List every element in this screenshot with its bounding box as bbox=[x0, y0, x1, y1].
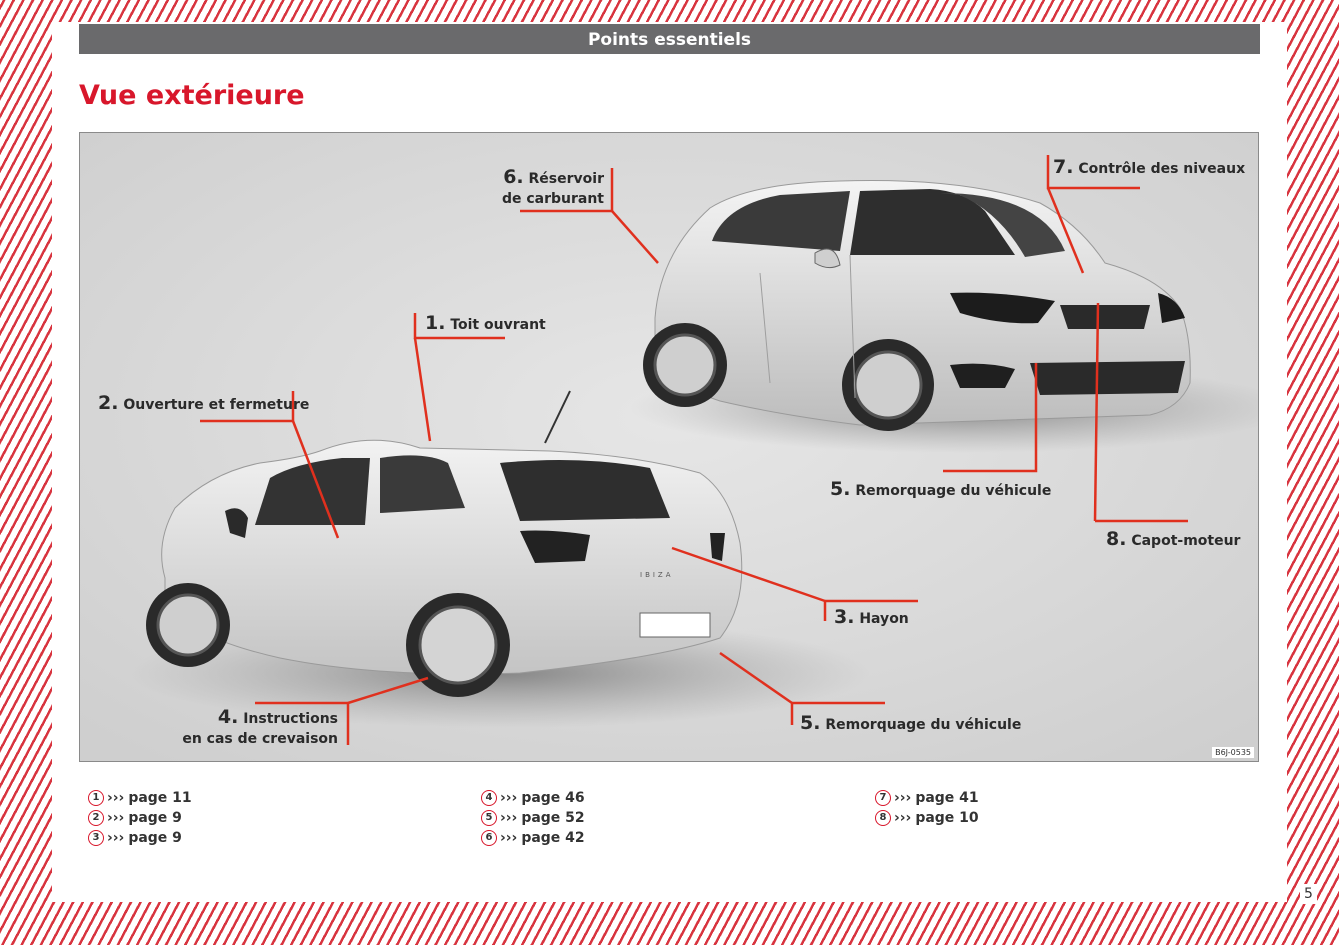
reference-column-1 bbox=[88, 788, 192, 848]
callout-1-sunroof: 1. Toit ouvrant bbox=[425, 312, 546, 334]
arrow-icon: ››› bbox=[107, 830, 125, 846]
reference-number-badge: 5 bbox=[481, 810, 497, 826]
reference-number-badge: 1 bbox=[88, 790, 104, 806]
reference-page-link[interactable]: page 46 bbox=[521, 790, 585, 806]
reference-page-link[interactable]: page 9 bbox=[128, 810, 182, 826]
section-header-bar bbox=[79, 24, 1260, 54]
reference-number-badge: 3 bbox=[88, 830, 104, 846]
reference-item[interactable] bbox=[481, 828, 585, 848]
reference-item[interactable] bbox=[88, 788, 192, 808]
arrow-icon: ››› bbox=[500, 790, 518, 806]
reference-page-link[interactable]: page 9 bbox=[128, 830, 182, 846]
section-title: Points essentiels bbox=[587, 30, 752, 50]
callout-5-towing-front: 5. Remorquage du véhicule bbox=[830, 478, 1052, 500]
arrow-icon: ››› bbox=[500, 810, 518, 826]
figure-code: B6J-0535 bbox=[1212, 747, 1254, 758]
ibiza-badge: IBIZA bbox=[640, 571, 674, 579]
car-exterior-figure bbox=[79, 132, 1259, 762]
reference-item[interactable] bbox=[875, 788, 979, 808]
page-number: 5 bbox=[1300, 884, 1317, 904]
car-illustration bbox=[80, 133, 1259, 762]
arrow-icon: ››› bbox=[107, 790, 125, 806]
callout-7-fluid-levels: 7. Contrôle des niveaux bbox=[1053, 156, 1246, 178]
reference-item[interactable] bbox=[875, 808, 979, 828]
reference-page-link[interactable]: page 42 bbox=[521, 830, 585, 846]
page-title: Vue extérieure bbox=[79, 80, 305, 111]
reference-item[interactable] bbox=[88, 808, 192, 828]
arrow-icon: ››› bbox=[894, 810, 912, 826]
reference-number-badge: 8 bbox=[875, 810, 891, 826]
callout-4-puncture-instructions: 4. Instructions en cas de crevaison bbox=[182, 706, 338, 747]
reference-column-2 bbox=[481, 788, 585, 848]
reference-item[interactable] bbox=[481, 788, 585, 808]
callout-3-tailgate: 3. Hayon bbox=[834, 606, 909, 628]
reference-column-3 bbox=[875, 788, 979, 828]
reference-page-link[interactable]: page 52 bbox=[521, 810, 585, 826]
arrow-icon: ››› bbox=[107, 810, 125, 826]
arrow-icon: ››› bbox=[894, 790, 912, 806]
callout-6-fuel-tank: 6. Réservoir de carburant bbox=[501, 166, 604, 207]
reference-number-badge: 4 bbox=[481, 790, 497, 806]
callout-8-bonnet: 8. Capot-moteur bbox=[1106, 528, 1241, 550]
reference-number-badge: 7 bbox=[875, 790, 891, 806]
arrow-icon: ››› bbox=[500, 830, 518, 846]
callout-5-towing-rear: 5. Remorquage du véhicule bbox=[800, 712, 1022, 734]
reference-page-link[interactable]: page 10 bbox=[915, 810, 979, 826]
reference-item[interactable] bbox=[481, 808, 585, 828]
reference-item[interactable] bbox=[88, 828, 192, 848]
reference-number-badge: 2 bbox=[88, 810, 104, 826]
reference-number-badge: 6 bbox=[481, 830, 497, 846]
callout-2-opening-closing: 2. Ouverture et fermeture bbox=[98, 392, 310, 414]
reference-page-link[interactable]: page 11 bbox=[128, 790, 192, 806]
reference-page-link[interactable]: page 41 bbox=[915, 790, 979, 806]
